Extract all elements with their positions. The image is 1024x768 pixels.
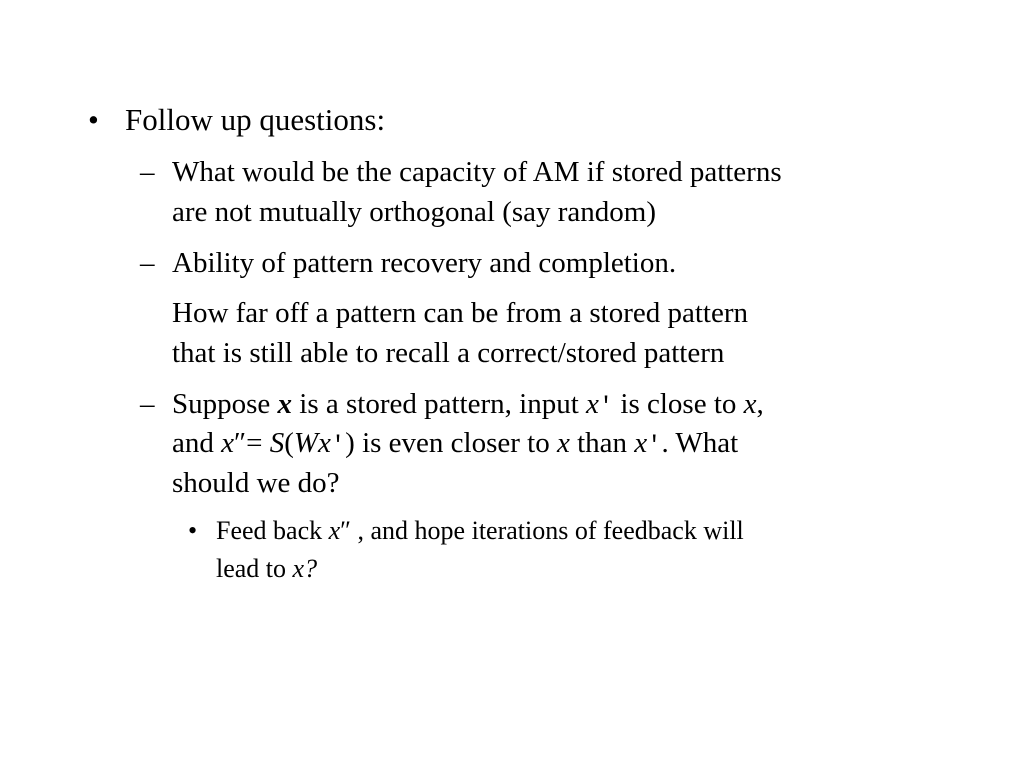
item-capacity-line-1: What would be the capacity of AM if stored patterns [172, 156, 782, 188]
item-recovery-line-1: Ability of pattern recovery and completion. [172, 247, 677, 279]
item-suppose-line-1: Suppose x is a stored pattern, input x′ is close to x, [172, 388, 764, 421]
item-suppose-line-3: should we do? [172, 467, 340, 499]
dash-marker: – [140, 247, 155, 279]
bullet-marker: • [88, 102, 99, 137]
item-recovery-line-2: How far off a pattern can be from a stored pattern [172, 297, 748, 329]
dash-marker: – [140, 388, 155, 420]
sub-item-feedback-line-2: lead to x? [216, 554, 318, 583]
sub-item-feedback-line-1: Feed back x″ , and hope iterations of feedback will [216, 516, 744, 545]
bullet-follow-up-questions: Follow up questions: [125, 102, 386, 137]
item-recovery-line-3: that is still able to recall a correct/stored pattern [172, 337, 725, 369]
item-capacity-line-2: are not mutually orthogonal (say random) [172, 196, 657, 228]
item-suppose-line-2: and x″= S(Wx′) is even closer to x than x′. What [172, 427, 739, 460]
dash-marker: – [140, 156, 155, 188]
sub-bullet-marker: • [188, 516, 198, 545]
